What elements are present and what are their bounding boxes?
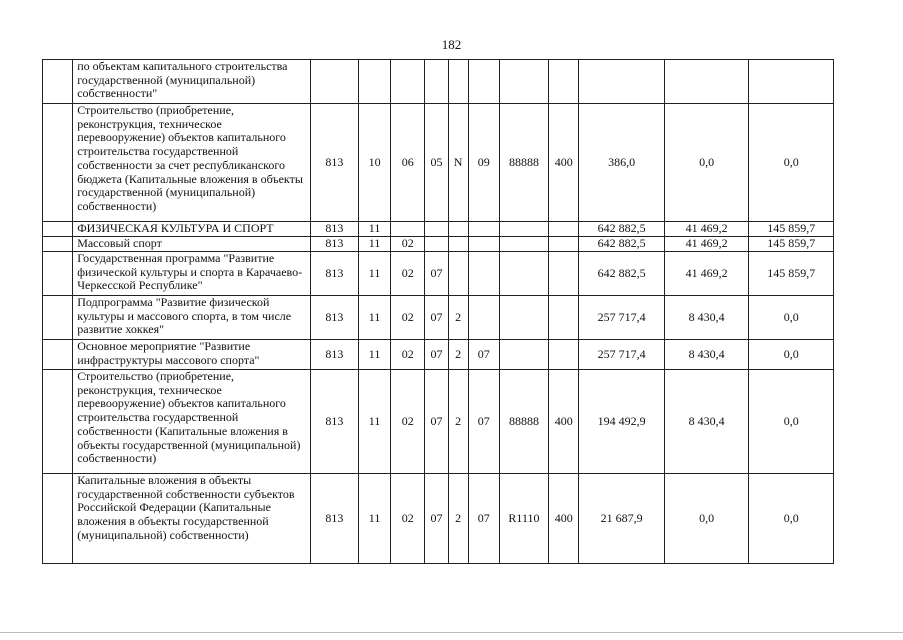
code-cell <box>448 60 468 104</box>
name-cell: Основное мероприятие "Развитие инфраструктуры массового спорта" <box>73 340 311 370</box>
code-cell <box>425 60 448 104</box>
code-cell: 07 <box>425 370 448 474</box>
page-number: 182 <box>441 37 462 52</box>
table-row <box>43 222 834 237</box>
code-cell <box>499 222 548 237</box>
index-cell <box>43 237 73 252</box>
code-cell: 400 <box>549 474 579 564</box>
code-cell <box>391 222 425 237</box>
amount-cell: 21 687,9 <box>579 474 665 564</box>
table-row <box>43 370 834 474</box>
code-cell: 09 <box>468 104 499 222</box>
amount-cell: 0,0 <box>749 296 834 340</box>
name-cell: Государственная программа "Развитие физической культуры и спорта в Карачаево-Черкесской Республике" <box>73 252 311 296</box>
code-cell <box>549 60 579 104</box>
amount-cell: 257 717,4 <box>579 340 665 370</box>
amount-cell: 642 882,5 <box>579 222 665 237</box>
budget-table <box>42 59 834 564</box>
amount-cell: 41 469,2 <box>664 252 749 296</box>
index-cell <box>43 60 73 104</box>
table-row <box>43 340 834 370</box>
name-cell: Строительство (приобретение, реконструкция, техническое перевооружение) объектов капитального строительства государственной собственности за счет республиканского бюджета (Капитальные вложения в объекты государственной (муниципальной) собственности) <box>73 104 311 222</box>
code-cell: 400 <box>549 104 579 222</box>
code-cell <box>448 252 468 296</box>
amount-cell: 145 859,7 <box>749 222 834 237</box>
code-cell: 2 <box>448 296 468 340</box>
amount-cell <box>749 60 834 104</box>
amount-cell: 8 430,4 <box>664 340 749 370</box>
code-cell: 06 <box>391 104 425 222</box>
code-cell: 10 <box>358 104 390 222</box>
code-cell: 02 <box>391 252 425 296</box>
code-cell: 813 <box>310 296 358 340</box>
index-cell <box>43 474 73 564</box>
index-cell <box>43 222 73 237</box>
code-cell: 813 <box>310 340 358 370</box>
code-cell <box>499 60 548 104</box>
code-cell: 02 <box>391 237 425 252</box>
amount-cell: 0,0 <box>664 104 749 222</box>
code-cell <box>391 60 425 104</box>
code-cell <box>499 296 548 340</box>
table-row <box>43 60 834 104</box>
amount-cell: 145 859,7 <box>749 237 834 252</box>
name-cell: ФИЗИЧЕСКАЯ КУЛЬТУРА И СПОРТ <box>73 222 311 237</box>
name-cell: Подпрограмма "Развитие физической культуры и массового спорта, в том числе развитие хоккея" <box>73 296 311 340</box>
index-cell <box>43 252 73 296</box>
index-cell <box>43 340 73 370</box>
code-cell <box>468 252 499 296</box>
code-cell <box>448 237 468 252</box>
code-cell: 02 <box>391 370 425 474</box>
index-cell <box>43 296 73 340</box>
code-cell: 2 <box>448 340 468 370</box>
code-cell <box>549 296 579 340</box>
code-cell: 813 <box>310 370 358 474</box>
amount-cell: 642 882,5 <box>579 237 665 252</box>
code-cell: 02 <box>391 340 425 370</box>
code-cell: R1110 <box>499 474 548 564</box>
code-cell: 05 <box>425 104 448 222</box>
name-cell: Капитальные вложения в объекты государственной собственности субъектов Российской Федерации (Капитальные вложения в объекты государственной (муниципальной) собственности) <box>73 474 311 564</box>
code-cell <box>499 340 548 370</box>
code-cell: 11 <box>358 474 390 564</box>
code-cell: 813 <box>310 104 358 222</box>
code-cell: 07 <box>468 370 499 474</box>
code-cell <box>468 296 499 340</box>
code-cell: 02 <box>391 474 425 564</box>
code-cell: 07 <box>425 474 448 564</box>
amount-cell: 0,0 <box>664 474 749 564</box>
table-row <box>43 104 834 222</box>
amount-cell: 194 492,9 <box>579 370 665 474</box>
amount-cell: 0,0 <box>749 104 834 222</box>
code-cell <box>468 60 499 104</box>
code-cell: 813 <box>310 222 358 237</box>
code-cell: N <box>448 104 468 222</box>
table-row <box>43 252 834 296</box>
code-cell: 400 <box>549 370 579 474</box>
code-cell <box>549 222 579 237</box>
table-row <box>43 237 834 252</box>
code-cell: 88888 <box>499 370 548 474</box>
code-cell: 11 <box>358 340 390 370</box>
index-cell <box>43 370 73 474</box>
amount-cell: 41 469,2 <box>664 237 749 252</box>
code-cell: 02 <box>391 296 425 340</box>
amount-cell: 41 469,2 <box>664 222 749 237</box>
code-cell: 07 <box>425 340 448 370</box>
amount-cell: 0,0 <box>749 474 834 564</box>
code-cell <box>358 60 390 104</box>
code-cell: 11 <box>358 237 390 252</box>
code-cell: 11 <box>358 222 390 237</box>
name-cell: Массовый спорт <box>73 237 311 252</box>
code-cell: 11 <box>358 252 390 296</box>
index-cell <box>43 104 73 222</box>
code-cell <box>499 237 548 252</box>
code-cell <box>468 222 499 237</box>
amount-cell <box>664 60 749 104</box>
code-cell: 813 <box>310 474 358 564</box>
code-cell <box>425 237 448 252</box>
code-cell: 2 <box>448 474 468 564</box>
amount-cell <box>579 60 665 104</box>
amount-cell: 8 430,4 <box>664 370 749 474</box>
table-row <box>43 474 834 564</box>
code-cell: 813 <box>310 252 358 296</box>
code-cell <box>499 252 548 296</box>
code-cell: 07 <box>468 340 499 370</box>
code-cell: 11 <box>358 370 390 474</box>
code-cell <box>310 60 358 104</box>
code-cell: 07 <box>425 252 448 296</box>
code-cell <box>425 222 448 237</box>
code-cell <box>448 222 468 237</box>
code-cell <box>468 237 499 252</box>
code-cell: 07 <box>425 296 448 340</box>
amount-cell: 0,0 <box>749 370 834 474</box>
table-row <box>43 296 834 340</box>
page-bottom-rule <box>0 632 903 633</box>
code-cell <box>549 340 579 370</box>
amount-cell: 257 717,4 <box>579 296 665 340</box>
code-cell: 11 <box>358 296 390 340</box>
code-cell: 2 <box>448 370 468 474</box>
code-cell: 88888 <box>499 104 548 222</box>
amount-cell: 642 882,5 <box>579 252 665 296</box>
code-cell: 813 <box>310 237 358 252</box>
amount-cell: 145 859,7 <box>749 252 834 296</box>
amount-cell: 386,0 <box>579 104 665 222</box>
code-cell <box>549 237 579 252</box>
amount-cell: 8 430,4 <box>664 296 749 340</box>
amount-cell: 0,0 <box>749 340 834 370</box>
name-cell: по объектам капитального строительства государственной (муниципальной) собственности" <box>73 60 311 104</box>
code-cell <box>549 252 579 296</box>
name-cell: Строительство (приобретение, реконструкция, техническое перевооружение) объектов капитального строительства государственной собственности (Капитальные вложения в объекты государственной (муниципальной) собственности) <box>73 370 311 474</box>
code-cell: 07 <box>468 474 499 564</box>
